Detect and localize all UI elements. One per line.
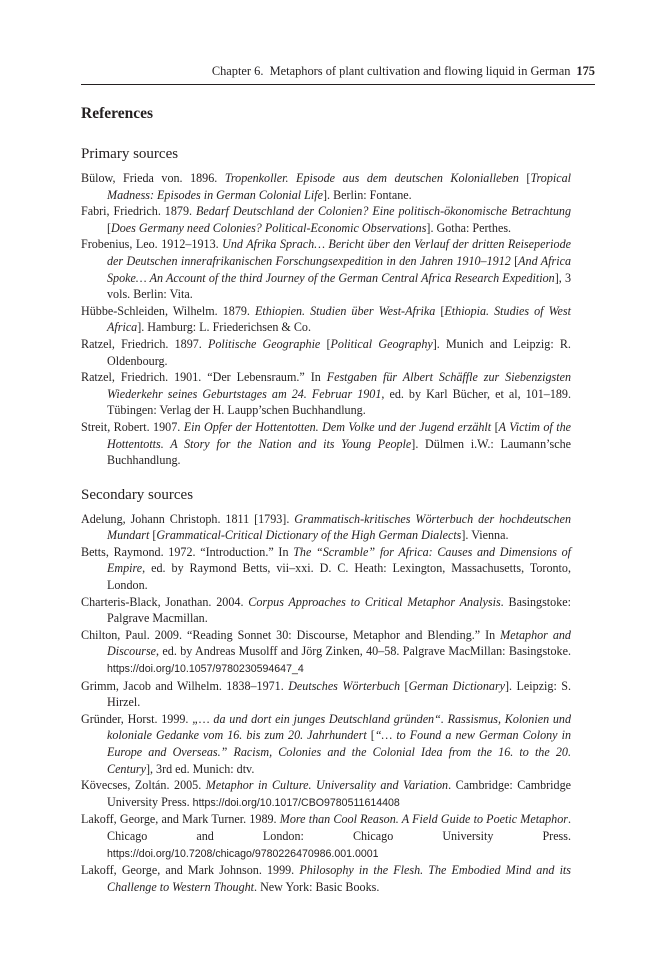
reference-entry — [81, 678, 571, 711]
reference-entry — [81, 594, 571, 627]
reference-title: Grammatical-Critical Dictionary of the High German Dialects — [156, 528, 462, 543]
page-number: 175 — [576, 64, 595, 78]
reference-text: Charteris-Black, Jonathan. 2004. — [81, 594, 249, 609]
reference-text: , ed. by Karl Bücher, et al, 101–189. Tübingen: Verlag der H. Laupp’schen Buchhandlung. — [107, 386, 571, 418]
reference-text: Bülow, Frieda von. 1896. — [81, 171, 225, 185]
reference-title: Ethiopia. Studies of West Africa — [107, 303, 571, 335]
reference-title: Does Germany need Colonies? Political-Economic Observations — [111, 220, 427, 235]
reference-text: Grimm, Jacob and Wilhelm. 1838–1971. — [81, 678, 289, 693]
reference-title: Tropenkoller. Episode aus dem deutschen Kolonialleben — [224, 171, 519, 185]
doi-link[interactable]: https://doi.org/10.1057/9780230594647_4 — [107, 663, 304, 676]
reference-text: Lakoff, George, and Mark Johnson. 1999. — [81, 863, 300, 878]
reference-title: Political Geography — [330, 336, 433, 351]
reference-text: ]. Berlin: Fontane. — [323, 187, 412, 202]
reference-title: German Dictionary — [408, 678, 506, 693]
reference-text: . Basingstoke: Palgrave Macmillan. — [107, 594, 571, 626]
doi-link[interactable]: https://doi.org/10.7208/chicago/9780226470986.001.0001 — [107, 847, 379, 860]
reference-title: And Africa Spoke… An Account of the third Journey of the German Central Africa Research Expedition — [107, 253, 572, 285]
reference-title: Bedarf Deutschland der Colonien? Eine politisch-ökonomische Betrachtung — [195, 204, 571, 219]
reference-text: [ — [400, 678, 409, 693]
reference-title: More than Cool Reason. A Field Guide to Poetic Metaphor — [279, 812, 568, 827]
primary-sources-heading: Primary sources — [81, 146, 179, 162]
reference-entry — [81, 711, 571, 777]
reference-text: [ — [366, 728, 375, 743]
reference-text: [ — [320, 336, 331, 351]
reference-entry — [81, 336, 571, 369]
running-header — [81, 64, 595, 79]
reference-entry — [81, 419, 571, 469]
reference-text: Lakoff, George, and Mark Turner. 1989. — [81, 812, 280, 827]
reference-text: Chilton, Paul. 2009. “Reading Sonnet 30: Discourse, Metaphor and Blending.” In — [81, 627, 501, 642]
primary-sources-list — [81, 170, 571, 469]
reference-title: Metaphor and Discourse — [107, 627, 571, 659]
reference-text: Hübbe-Schleiden, Wilhelm. 1879. — [81, 303, 255, 318]
reference-title: Ethiopien. Studien über West-Afrika — [255, 303, 436, 318]
reference-text: Kövecses, Zoltán. 2005. — [81, 778, 206, 793]
reference-title: Deutsches Wörterbuch — [288, 678, 401, 693]
reference-title: Tropical Madness: Episodes in German Colonial Life — [107, 171, 571, 202]
secondary-sources-list — [81, 511, 571, 896]
reference-title: “… to Found a new German Colony in Europe and Overseas.” Racism, Colonies and the Colonial Idea from the 16. to the 20. Century — [107, 728, 571, 776]
reference-title: Ein Opfer der Hottentotten. Dem Volke und der Jugend erzählt — [183, 419, 492, 434]
reference-title: Politische Geographie — [208, 336, 321, 351]
reference-text: ]. Vienna. — [461, 528, 509, 543]
reference-text: Fabri, Friedrich. 1879. — [81, 204, 196, 219]
reference-entry — [81, 777, 571, 811]
reference-text: Ratzel, Friedrich. 1897. — [81, 336, 208, 351]
reference-text: [ — [491, 419, 499, 434]
reference-text: [ — [518, 171, 531, 185]
reference-text: , ed. by Raymond Betts, vii–xxi. D. C. Heath: Lexington, Massachusetts, Toronto, London. — [107, 561, 571, 593]
reference-title: A Victim of the Hottentotts. A Story for the Nation and its Young People — [107, 419, 572, 451]
reference-entry — [81, 544, 571, 594]
reference-title: Grammatisch-kritisches Wörterbuch der hochdeutschen Mundart — [107, 511, 571, 543]
secondary-sources-heading: Secondary sources — [81, 486, 194, 503]
header-rule — [81, 84, 595, 85]
reference-title: The “Scramble” for Africa: Causes and Dimensions of Empire — [107, 544, 571, 576]
doi-link[interactable]: https://doi.org/10.1017/CBO9780511614408 — [192, 796, 400, 809]
reference-text: ], 3 vols. Berlin: Vita. — [107, 270, 571, 302]
reference-entry — [81, 303, 571, 336]
reference-text: Streit, Robert. 1907. — [81, 419, 184, 434]
reference-text: . Chicago and London: Chicago University Press. — [107, 812, 572, 843]
reference-text: Betts, Raymond. 1972. “Introduction.” In — [81, 544, 294, 559]
reference-entry — [81, 236, 571, 302]
reference-text: . Cambridge: Cambridge University Press. — [107, 778, 571, 809]
reference-text: Ratzel, Friedrich. 1901. “Der Lebensraum.” In — [81, 370, 327, 385]
reference-title: Corpus Approaches to Critical Metaphor Analysis — [248, 594, 501, 609]
reference-title: „… da und dort ein junges Deutschland gründen“. Rassismus, Kolonien und koloniale Gedanke vom 16. bis zum 20. Jahrhundert — [107, 711, 572, 743]
reference-entry — [81, 203, 571, 236]
reference-text: [ — [107, 220, 112, 235]
reference-text: ]. Leipzig: S. Hirzel. — [107, 678, 571, 710]
reference-title: Und Afrika Sprach… Bericht über den Verlauf der dritten Reiseperiode der Deutschen innerafrikanischen Forschungsexpedition in den Jahren 1910–1912 — [107, 237, 571, 268]
reference-text: ]. Munich and Leipzig: R. Oldenbourg. — [107, 336, 571, 368]
reference-entry — [81, 862, 571, 895]
reference-text: [ — [510, 253, 519, 268]
reference-title: Metaphor in Culture. Universality and Variation — [205, 778, 449, 793]
reference-entry — [81, 811, 571, 862]
reference-text: Adelung, Johann Christoph. 1811 [1793]. — [81, 511, 295, 526]
reference-title: Philosophy in the Flesh. The Embodied Mind and its Challenge to Western Thought — [107, 863, 571, 894]
reference-entry — [81, 511, 571, 544]
reference-text: [ — [149, 528, 157, 543]
reference-text: . New York: Basic Books. — [254, 879, 380, 894]
reference-text: ], 3rd ed. Munich: dtv. — [145, 761, 255, 776]
reference-entry — [81, 369, 571, 419]
reference-text: Gründer, Horst. 1999. — [81, 711, 193, 726]
reference-text: ]. Gotha: Perthes. — [426, 220, 512, 235]
reference-entry — [81, 627, 571, 678]
running-title: Chapter 6. Metaphors of plant cultivation and flowing liquid in German — [211, 64, 571, 78]
reference-text: ]. Hamburg: L. Friederichsen & Co. — [137, 320, 311, 335]
reference-text: [ — [435, 303, 445, 318]
reference-text: ]. Dülmen i.W.: Laumann’sche Buchhandlung. — [107, 436, 571, 468]
references-heading: References — [81, 105, 154, 122]
references-section — [81, 104, 571, 895]
reference-text: Frobenius, Leo. 1912–1913. — [81, 237, 223, 252]
reference-entry — [81, 170, 571, 203]
reference-title: Festgaben für Albert Schäffle zur Siebenzigsten Wiederkehr seines Geburtstages am 24. Februar 1901 — [107, 370, 571, 401]
reference-text: , ed. by Andreas Musolff and Jörg Zinken, 40–58. Palgrave MacMillan: Basingstoke. — [156, 644, 571, 659]
